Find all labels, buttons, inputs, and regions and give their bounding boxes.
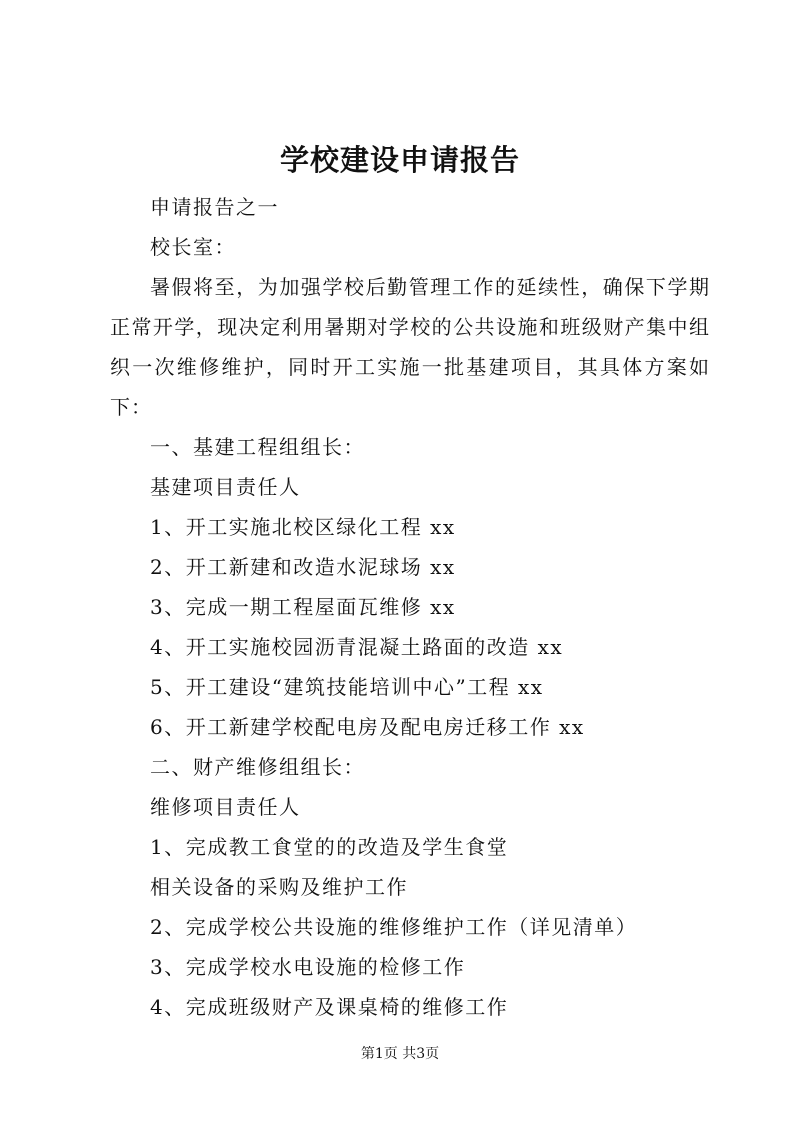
document-body [110, 187, 710, 1027]
list-item: 5、开工建设“建筑技能培训中心”工程 xx [150, 675, 544, 699]
section1-owner: 基建项目责任人 [150, 475, 301, 499]
list-item: 2、完成学校公共设施的维修维护工作（详见清单） [150, 915, 638, 939]
intro-paragraph: 暑假将至，为加强学校后勤管理工作的延续性，确保下学期正常开学，现决定利用暑期对学校的公共设施和班级财产集中组织一次维修维护，同时开工实施一批基建项目，其具体方案如下： [110, 275, 710, 419]
list-item: 3、完成一期工程屋面瓦维修 xx [150, 595, 456, 619]
list-item: 6、开工新建学校配电房及配电房迁移工作 xx [150, 715, 585, 739]
list-item: 2、开工新建和改造水泥球场 xx [150, 555, 456, 579]
page-footer: 第1页 共3页 [360, 1046, 440, 1062]
salutation: 校长室： [150, 235, 236, 259]
list-item: 4、开工实施校园沥青混凝土路面的改造 xx [150, 635, 564, 659]
list-item: 1、开工实施北校区绿化工程 xx [150, 515, 456, 539]
list-item: 3、完成学校水电设施的检修工作 [150, 955, 466, 979]
section1-heading: 一、基建工程组组长： [150, 435, 365, 459]
list-item: 1、完成教工食堂的的改造及学生食堂 [150, 835, 509, 859]
document-title: 学校建设申请报告 [279, 143, 520, 177]
list-item-continuation: 相关设备的采购及维护工作 [150, 875, 408, 899]
section2-owner: 维修项目责任人 [150, 795, 301, 819]
list-item: 4、完成班级财产及课桌椅的维修工作 [150, 995, 509, 1019]
section2-heading: 二、财产维修组组长： [150, 755, 365, 779]
sub-title: 申请报告之一 [150, 195, 279, 219]
